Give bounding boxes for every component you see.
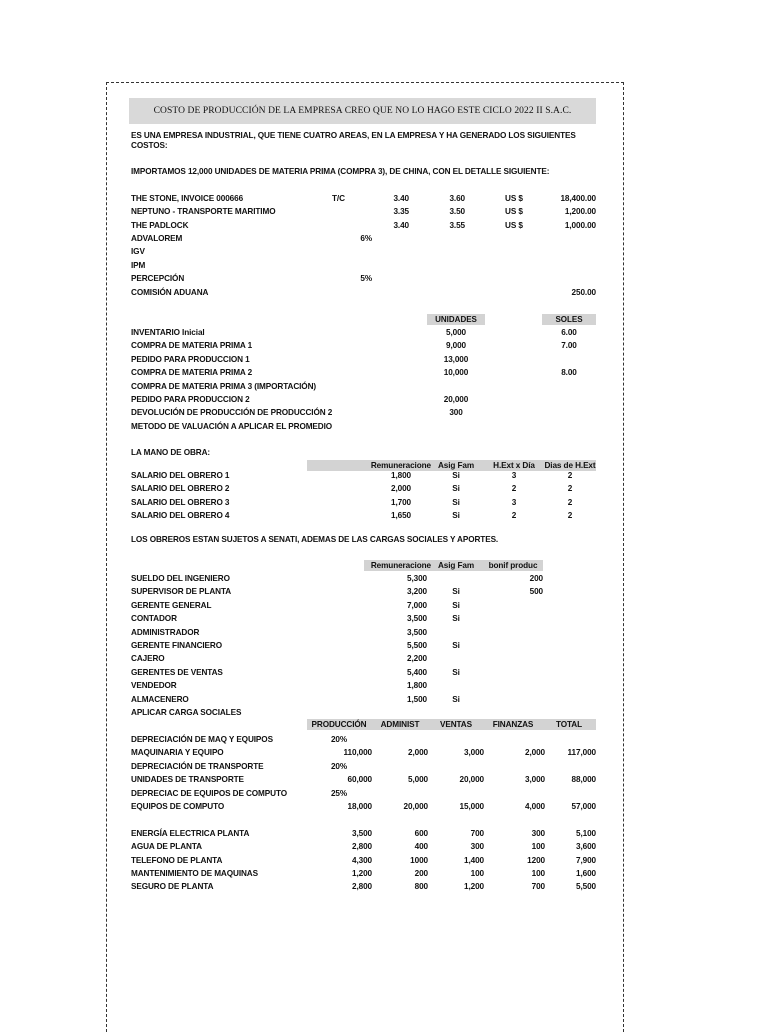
- import-row-label: THE STONE, INVOICE 000666: [131, 194, 244, 203]
- inventory-units: 5,000: [446, 328, 466, 337]
- area-header: TOTAL: [555, 720, 583, 729]
- area-value: 110,000: [343, 748, 372, 758]
- inventory-row-label: PEDIDO PARA PRODUCCION 2: [131, 395, 250, 404]
- import-currency: US $: [505, 207, 523, 217]
- area-value: 100: [470, 869, 484, 878]
- area-value: 200: [414, 869, 428, 878]
- tax-row-label: IPM: [131, 260, 146, 270]
- area-value: 700: [531, 882, 545, 892]
- staff-remuneracion: 3,500: [407, 614, 427, 624]
- area-value: 1,200: [352, 869, 372, 878]
- inventory-row-label: PEDIDO PARA PRODUCCION 1: [131, 354, 250, 364]
- labor-row-label: SALARIO DEL OBRERO 4: [131, 511, 230, 521]
- area-value: 88,000: [571, 775, 596, 785]
- import-rate-a: 3.40: [393, 220, 409, 230]
- staff-row-label: ALMACENERO: [131, 694, 189, 704]
- area-row-label: DEPRECIACIÓN DE MAQ Y EQUIPOS: [131, 735, 273, 744]
- senati-text: LOS OBREROS ESTAN SUJETOS A SENATI, ADEMAS DE LAS CARGAS SOCIALES Y APORTES.: [131, 535, 499, 544]
- area-value: 1,200: [464, 882, 484, 892]
- staff-row-label: CAJERO: [131, 654, 165, 664]
- labor-header-asig-fam: Asig Fam: [437, 461, 475, 470]
- area-value: 400: [414, 842, 428, 852]
- labor-header-dias: Dias de H.Ext: [544, 461, 596, 470]
- area-row-label: DEPRECIAC DE EQUIPOS DE COMPUTO: [131, 788, 287, 798]
- inventory-units: 10,000: [443, 368, 469, 378]
- import-row-label: THE PADLOCK: [131, 220, 189, 230]
- staff-bonif: 200: [529, 574, 543, 583]
- labor-hext: 3: [511, 497, 517, 507]
- area-value: 300: [531, 828, 545, 838]
- staff-row-label: CONTADOR: [131, 614, 177, 624]
- area-row-label: DEPRECIACIÓN DE TRANSPORTE: [131, 761, 264, 771]
- labor-dias: 2: [567, 484, 573, 494]
- staff-remuneracion: 5,500: [407, 641, 427, 650]
- area-value: 5,000: [408, 775, 428, 785]
- tc-label: T/C: [332, 194, 345, 203]
- tax-row-label: ADVALOREM: [131, 234, 183, 243]
- inventory-row-label: COMPRA DE MATERIA PRIMA 1: [131, 341, 253, 351]
- staff-header-bonif: bonif produc: [488, 561, 538, 570]
- import-text: IMPORTAMOS 12,000 UNIDADES DE MATERIA PRIMA (COMPRA 3), DE CHINA, CON EL DETALLE SIGUIENTE:: [131, 167, 550, 176]
- area-value: 1,400: [464, 855, 484, 865]
- tax-row-label: IGV: [131, 247, 145, 257]
- import-currency: US $: [505, 194, 523, 203]
- inventory-soles: 7.00: [561, 341, 577, 351]
- area-value: 20,000: [459, 775, 484, 785]
- area-value: 800: [414, 882, 428, 892]
- inventory-row-label: DEVOLUCIÓN DE PRODUCCIÓN DE PRODUCCIÓN 2: [131, 408, 333, 418]
- inventory-row-label: INVENTARIO Inicial: [131, 328, 205, 337]
- labor-row-label: SALARIO DEL OBRERO 1: [131, 471, 230, 480]
- staff-asig-fam: Si: [452, 641, 460, 650]
- area-value: 2,000: [408, 748, 428, 758]
- staff-asig-fam: Si: [452, 614, 460, 624]
- labor-asig-fam: Si: [452, 497, 460, 507]
- area-value: 117,000: [567, 748, 596, 758]
- staff-remuneracion: 3,500: [407, 627, 427, 637]
- staff-row-label: VENDEDOR: [131, 681, 177, 691]
- staff-header-remuneracion: Remuneracione: [370, 561, 431, 570]
- inventory-soles: 6.00: [561, 328, 577, 337]
- area-header: PRODUCCIÓN: [311, 720, 367, 729]
- area-row-label: MAQUINARIA Y EQUIPO: [131, 748, 224, 758]
- labor-remuneracion: 2,000: [391, 484, 411, 494]
- labor-asig-fam: Si: [452, 471, 460, 480]
- import-rate-b: 3.55: [449, 220, 465, 230]
- staff-remuneracion: 3,200: [407, 587, 427, 597]
- area-row-label: AGUA DE PLANTA: [131, 842, 202, 852]
- area-value: 18,000: [347, 802, 372, 811]
- area-value: 1200: [527, 855, 545, 865]
- area-value: 15,000: [459, 802, 484, 811]
- area-header: VENTAS: [439, 720, 472, 729]
- page-title: COSTO DE PRODUCCIÓN DE LA EMPRESA CREO QUE NO LO HAGO ESTE CICLO 2022 II S.A.C.: [129, 98, 596, 124]
- staff-asig-fam: Si: [452, 600, 460, 610]
- area-value: 5,500: [576, 882, 596, 892]
- import-amount: 18,400.00: [560, 194, 596, 203]
- labor-header-remuneracion: Remuneracione: [370, 461, 431, 470]
- area-value: 20,000: [403, 802, 428, 811]
- import-amount: 1,000.00: [564, 220, 596, 230]
- inventory-units: 13,000: [443, 354, 469, 364]
- labor-title: LA MANO DE OBRA:: [131, 448, 211, 457]
- import-rate-b: 3.50: [449, 207, 465, 217]
- staff-bonif: 500: [529, 587, 543, 597]
- labor-row-label: SALARIO DEL OBRERO 3: [131, 497, 230, 507]
- area-value: 100: [531, 869, 545, 878]
- staff-remuneracion: 7,000: [407, 600, 427, 610]
- area-value: 2,800: [352, 882, 372, 892]
- labor-remuneracion: 1,700: [391, 497, 411, 507]
- import-rate-a: 3.40: [393, 194, 409, 203]
- import-rate-b: 3.60: [449, 194, 465, 203]
- area-value: 700: [470, 828, 484, 838]
- area-row-label: ENERGÍA ELECTRICA PLANTA: [131, 828, 250, 838]
- area-value: 1000: [410, 855, 428, 865]
- area-value: 4,000: [525, 802, 545, 811]
- area-value: 100: [531, 842, 545, 852]
- area-row-label: MANTENIMIENTO DE MAQUINAS: [131, 869, 258, 878]
- staff-row-label: ADMINISTRADOR: [131, 627, 200, 637]
- tax-percentage: 5%: [360, 274, 372, 284]
- staff-asig-fam: Si: [452, 694, 460, 704]
- area-header: FINANZAS: [492, 720, 534, 729]
- labor-dias: 2: [567, 511, 573, 521]
- area-value: 3,000: [525, 775, 545, 785]
- area-value: 5,100: [576, 828, 596, 838]
- labor-remuneracion: 1,650: [391, 511, 411, 521]
- inventory-row-label: COMPRA DE MATERIA PRIMA 3 (IMPORTACIÓN): [131, 381, 317, 391]
- labor-asig-fam: Si: [452, 484, 460, 494]
- units-header: UNIDADES: [427, 314, 485, 325]
- staff-row-label: GERENTE FINANCIERO: [131, 641, 222, 650]
- soles-header: SOLES: [542, 314, 596, 325]
- inventory-units: 9,000: [446, 341, 466, 351]
- intro-text-line2: COSTOS:: [131, 141, 168, 150]
- area-row-label: SEGURO DE PLANTA: [131, 882, 214, 892]
- inventory-soles: 8.00: [561, 368, 577, 378]
- staff-asig-fam: Si: [452, 587, 460, 597]
- import-currency: US $: [505, 220, 523, 230]
- staff-remuneracion: 5,300: [407, 574, 427, 583]
- staff-remuneracion: 5,400: [407, 667, 427, 677]
- import-row-label: NEPTUNO - TRANSPORTE MARITIMO: [131, 207, 276, 217]
- area-value: 2,800: [352, 842, 372, 852]
- inventory-row-label: METODO DE VALUACIÓN A APLICAR EL PROMEDIO: [131, 421, 333, 431]
- area-value: 4,300: [352, 855, 372, 865]
- staff-remuneracion: 2,200: [407, 654, 427, 664]
- staff-header-asig-fam: Asig Fam: [437, 561, 475, 570]
- area-value: 1,600: [576, 869, 596, 878]
- labor-hext: 2: [511, 511, 517, 521]
- area-percentage: 25%: [330, 788, 348, 798]
- area-value: 3,600: [576, 842, 596, 852]
- inventory-units: 20,000: [443, 395, 469, 404]
- area-row-label: EQUIPOS DE COMPUTO: [131, 802, 225, 811]
- labor-dias: 2: [567, 497, 573, 507]
- import-rate-a: 3.35: [393, 207, 409, 217]
- area-row-label: UNIDADES DE TRANSPORTE: [131, 775, 244, 785]
- staff-row-label: SUELDO DEL INGENIERO: [131, 574, 230, 583]
- tax-row-label: COMISIÓN ADUANA: [131, 287, 209, 297]
- labor-hext: 2: [511, 484, 517, 494]
- area-value: 57,000: [571, 802, 596, 811]
- area-value: 2,000: [525, 748, 545, 758]
- staff-remuneracion: 1,500: [407, 694, 427, 704]
- area-value: 3,000: [464, 748, 484, 758]
- area-value: 7,900: [576, 855, 596, 865]
- intro-text-line1: ES UNA EMPRESA INDUSTRIAL, QUE TIENE CUATRO AREAS, EN LA EMPRESA Y HA GENERADO LOS SIGUIENTES: [131, 131, 576, 140]
- area-value: 300: [470, 842, 484, 852]
- area-value: 60,000: [347, 775, 372, 785]
- tax-amount: 250.00: [571, 287, 596, 297]
- area-percentage: 20%: [330, 761, 348, 771]
- import-amount: 1,200.00: [564, 207, 596, 217]
- area-row-label: TELEFONO DE PLANTA: [131, 855, 223, 865]
- area-header: ADMINIST: [380, 720, 420, 729]
- area-value: 3,500: [352, 828, 372, 838]
- inventory-row-label: COMPRA DE MATERIA PRIMA 2: [131, 368, 253, 378]
- carga-social-text: APLICAR CARGA SOCIALES: [131, 708, 242, 717]
- staff-remuneracion: 1,800: [407, 681, 427, 691]
- labor-hext: 3: [511, 471, 517, 480]
- area-value: 600: [414, 828, 428, 838]
- labor-header-hext: H.Ext x Día: [493, 461, 535, 470]
- area-percentage: 20%: [330, 735, 348, 744]
- labor-dias: 2: [567, 471, 573, 480]
- staff-row-label: SUPERVISOR DE PLANTA: [131, 587, 232, 597]
- tax-percentage: 6%: [360, 234, 372, 243]
- staff-row-label: GERENTE GENERAL: [131, 600, 212, 610]
- staff-asig-fam: Si: [452, 667, 460, 677]
- tax-row-label: PERCEPCIÓN: [131, 274, 185, 284]
- labor-asig-fam: Si: [452, 511, 460, 521]
- labor-row-label: SALARIO DEL OBRERO 2: [131, 484, 230, 494]
- staff-row-label: GERENTES DE VENTAS: [131, 667, 223, 677]
- labor-remuneracion: 1,800: [391, 471, 411, 480]
- inventory-units: 300: [449, 408, 463, 418]
